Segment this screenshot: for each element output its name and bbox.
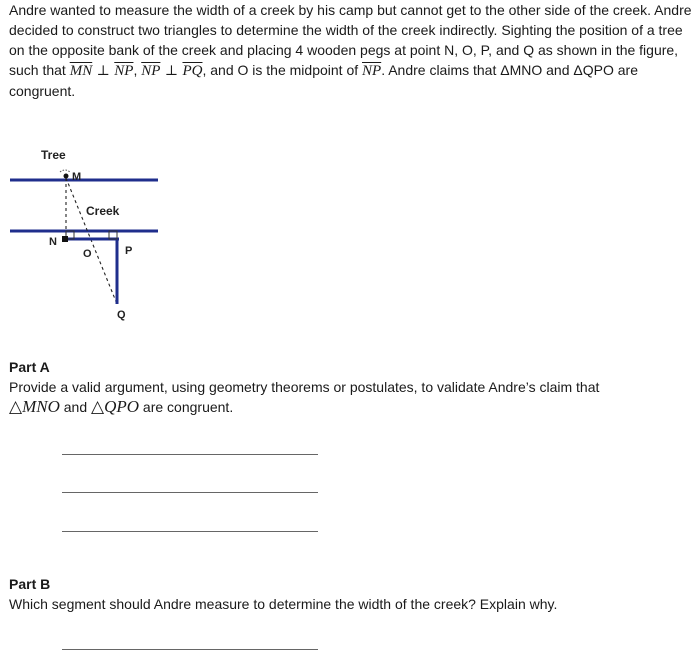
intro-text-1: Andre wanted to measure the width of a creek by his camp but cannot get to the other side of the creek. Andre decided to construct two triangles to determine the width of the creek indirectly. Sighting the position of a tree on the opposite bank of the creek and placing 4 wooden pegs at point N, O, P, and Q as shown in the figure, such that [9,2,692,78]
part-a-text-1: Provide a valid argument, using geometry theorems or postulates, to validate Andre’s claim that [9,379,600,395]
tree-mark [60,170,70,172]
intro-text-2: , and O is the midpoint of [202,62,363,78]
label-n: N [49,236,57,248]
label-q: Q [117,309,126,321]
part-b-title: Part B [9,576,51,592]
tree-label: Tree [41,148,66,162]
segment-np: $\overline{NP}$ [114,63,134,79]
segment-np: $\overline{NP}$ [141,63,161,79]
segment-pq: $\overline{PQ}$ [182,63,203,79]
segment-mn: $\overline{MN}$ [69,63,93,79]
part-a-title: Part A [9,359,50,375]
segment-np: $\overline{NP}$ [362,63,382,79]
answer-line-a1[interactable] [62,454,318,455]
creek-figure [0,140,180,330]
part-b-prompt: Which segment should Andre measure to determine the width of the creek? Explain why. [9,596,558,612]
answer-line-a2[interactable] [62,492,318,493]
triangle-symbol: △ [9,397,23,417]
point-n [62,236,68,242]
label-o: O [83,248,92,260]
comma: , [133,62,142,78]
perpendicular-symbol: ⊥ [92,63,115,79]
triangle-symbol: △ [91,397,105,417]
perpendicular-symbol: ⊥ [160,63,183,79]
answer-line-b1[interactable] [62,649,318,650]
part-a-text-2 [9,397,689,417]
part-a-prompt [9,377,689,417]
label-p: P [125,245,133,257]
point-m [64,174,69,179]
problem-statement [9,0,697,101]
triangle-mno: MNO [22,397,60,416]
answer-line-a3[interactable] [62,531,318,532]
part-a-end-text: are congruent. [139,399,234,415]
creek-label: Creek [86,204,120,218]
triangle-qpo: QPO [104,397,140,416]
label-m: M [72,171,82,183]
and-text: and [59,399,91,415]
intro-text-3: . Andre claims that ΔMNO and ΔQPO are congruent. [9,62,638,99]
segment-mq-line [66,178,117,304]
